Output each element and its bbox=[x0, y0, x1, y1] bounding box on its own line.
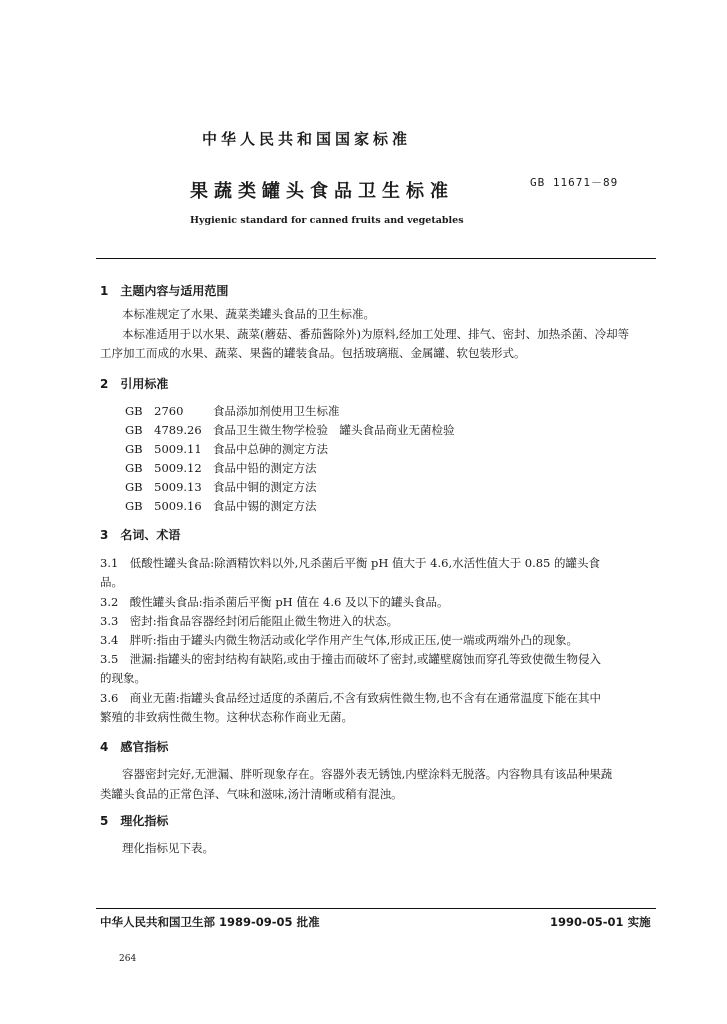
reference-title: 食品中铅的测定方法 bbox=[213, 461, 317, 475]
reference-title: 食品添加剂使用卫生标准 bbox=[213, 404, 340, 418]
reference-code: GB 5009.12 bbox=[125, 461, 202, 475]
section-2-heading: 2 引用标准 bbox=[100, 377, 169, 391]
header-rule bbox=[96, 258, 656, 259]
section-3-heading: 3 名词、术语 bbox=[100, 528, 181, 542]
reference-code: GB 5009.11 bbox=[125, 442, 202, 456]
section-1-paragraph-1: 本标准规定了水果、蔬菜类罐头食品的卫生标准。 bbox=[122, 307, 375, 321]
reference-code: GB 4789.26 bbox=[125, 423, 202, 437]
reference-item bbox=[125, 479, 317, 495]
term-3-1-line-2: 品。 bbox=[100, 575, 123, 589]
footer-rule bbox=[96, 908, 656, 909]
reference-code: GB 5009.16 bbox=[125, 499, 202, 513]
section-1-heading: 1 主题内容与适用范围 bbox=[100, 284, 229, 298]
org-title: 中华人民共和国国家标准 bbox=[202, 130, 412, 148]
implementation-date: 1990-05-01 实施 bbox=[550, 915, 651, 929]
section-1-paragraph-2-line-1: 本标准适用于以水果、蔬菜(蘑菇、番茄酱除外)为原料,经加工处理、排气、密封、加热杀菌、冷却等 bbox=[122, 327, 630, 341]
section-5-heading: 5 理化指标 bbox=[100, 814, 169, 828]
section-4-paragraph-line-1: 容器密封完好,无泄漏、胖听现象存在。容器外表无锈蚀,内壁涂料无脱落。内容物具有该品种果蔬 bbox=[122, 767, 613, 781]
section-4-heading: 4 感官指标 bbox=[100, 740, 169, 754]
reference-code: GB 2760 bbox=[125, 404, 184, 418]
reference-code: GB 5009.13 bbox=[125, 480, 202, 494]
reference-item bbox=[125, 441, 328, 457]
term-3-5-line-2: 的现象。 bbox=[100, 671, 146, 685]
page-number: 264 bbox=[119, 954, 137, 964]
section-4-paragraph-line-2: 类罐头食品的正常色泽、气味和滋味,汤汁清晰或稍有混浊。 bbox=[100, 787, 403, 801]
term-3-3: 3.3 密封:指食品容器经封闭后能阻止微生物进入的状态。 bbox=[100, 614, 399, 628]
term-3-2: 3.2 酸性罐头食品:指杀菌后平衡 pH 值在 4.6 及以下的罐头食品。 bbox=[100, 595, 449, 609]
term-3-6-line-2: 繁殖的非致病性微生物。这种状态称作商业无菌。 bbox=[100, 710, 353, 724]
reference-title: 食品中铜的测定方法 bbox=[213, 480, 317, 494]
term-3-5-line-1: 3.5 泄漏:指罐头的密封结构有缺陷,或由于撞击而破坏了密封,或罐壁腐蚀而穿孔等致使微生物侵入 bbox=[100, 652, 601, 666]
document-code: GB 11671－89 bbox=[530, 176, 619, 189]
english-title: Hygienic standard for canned fruits and vegetables bbox=[190, 215, 464, 226]
reference-title: 食品中总砷的测定方法 bbox=[213, 442, 328, 456]
reference-item bbox=[125, 422, 455, 438]
reference-item bbox=[125, 460, 317, 476]
reference-item bbox=[125, 498, 317, 514]
approval-line: 中华人民共和国卫生部 1989-09-05 批准 bbox=[100, 915, 320, 929]
reference-title: 食品卫生微生物学检验 罐头食品商业无菌检验 bbox=[213, 423, 455, 437]
section-5-paragraph: 理化指标见下表。 bbox=[122, 841, 214, 855]
reference-title: 食品中锡的测定方法 bbox=[213, 499, 317, 513]
document-title: 果蔬类罐头食品卫生标准 bbox=[190, 181, 454, 202]
term-3-1-line-1: 3.1 低酸性罐头食品:除酒精饮料以外,凡杀菌后平衡 pH 值大于 4.6,水活性值大于 0.85 的罐头食 bbox=[100, 556, 601, 570]
term-3-6-line-1: 3.6 商业无菌:指罐头食品经过适度的杀菌后,不含有致病性微生物,也不含有在通常温度下能在其中 bbox=[100, 691, 601, 705]
section-1-paragraph-2-line-2: 工序加工而成的水果、蔬菜、果酱的罐装食品。包括玻璃瓶、金属罐、软包装形式。 bbox=[100, 346, 526, 360]
reference-item bbox=[125, 403, 340, 419]
term-3-4: 3.4 胖听:指由于罐头内微生物活动或化学作用产生气体,形成正压,使一端或两端外凸的现象。 bbox=[100, 633, 578, 647]
